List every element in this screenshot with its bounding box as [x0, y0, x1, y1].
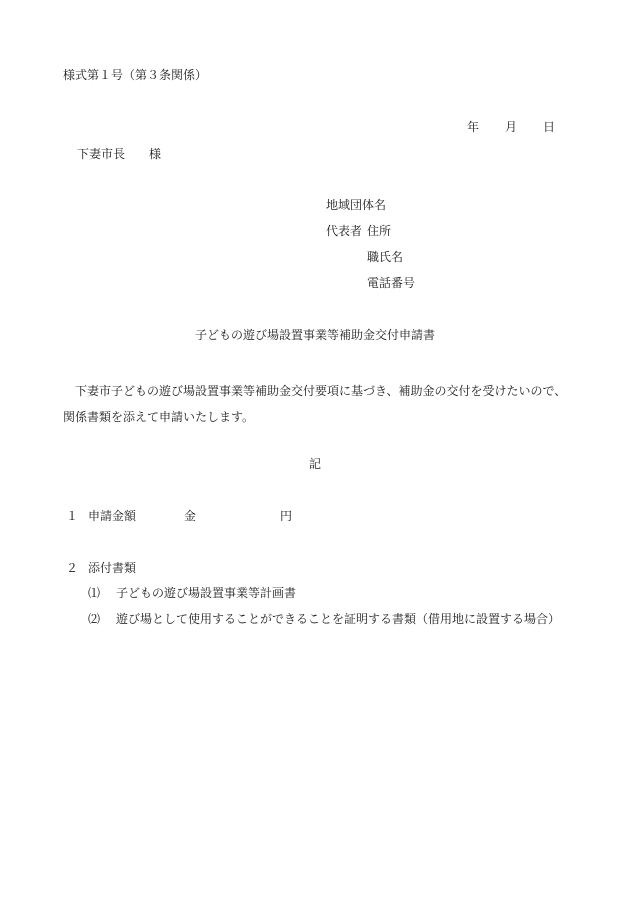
item-attachments: [66, 562, 136, 574]
phone-label: 電話番号: [367, 276, 416, 290]
date-day: 日: [543, 120, 556, 134]
applicant-block: [326, 199, 415, 303]
org-name-label: 地域団体名: [326, 198, 387, 212]
body-line-1: 下妻市子どもの遊び場設置事業等補助金交付要項に基づき、補助金の交付を受けたいので、: [75, 384, 567, 398]
form-number: 様式第１号（第３条関係）: [63, 68, 208, 82]
ki-heading: 記: [308, 457, 321, 471]
date-month: 月: [505, 120, 518, 134]
representative-row: [326, 225, 415, 251]
addressee: 下妻市長 様: [77, 147, 162, 161]
document-title: 子どもの遊び場設置事業等補助金交付申請書: [194, 328, 435, 342]
item1-currency: 金: [184, 509, 197, 523]
date-year: 年: [467, 120, 480, 134]
subitem-2-number: ⑵: [88, 612, 101, 626]
item1-label: 申請金額: [88, 509, 137, 523]
body-paragraph: [63, 378, 583, 430]
address-label: 住所: [367, 224, 392, 238]
body-line-2: 関係書類を添えて申請いたします。: [63, 410, 255, 424]
item2-number: ２: [66, 561, 79, 575]
subitem-2-text: 遊び場として使用することができることを証明する書類（借用地に設置する場合）: [116, 612, 561, 626]
item1-unit: 円: [280, 509, 293, 523]
item2-label: 添付書類: [88, 561, 137, 575]
subitem-1-number: ⑴: [88, 586, 101, 600]
subitem-1-text: 子どもの遊び場設置事業等計画書: [116, 586, 297, 600]
title-name-label: 職氏名: [367, 250, 404, 264]
item1-number: １: [66, 509, 79, 523]
attachment-subitem-2: [88, 613, 560, 625]
representative-label: 代表者: [326, 224, 363, 238]
attachment-subitem-1: [88, 587, 296, 599]
item-application-amount: [66, 510, 292, 522]
date-line: [467, 121, 555, 133]
